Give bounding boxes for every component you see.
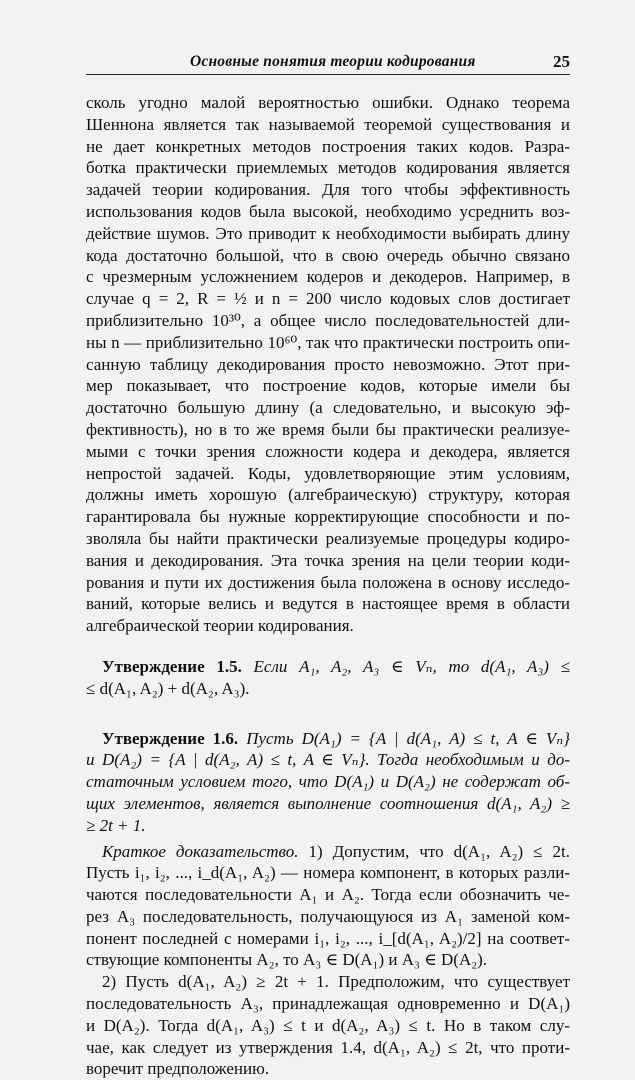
page-header <box>86 50 570 74</box>
running-head: Основные понятия теории кодирования <box>190 53 476 70</box>
text-line: воречит предположению. <box>86 1059 270 1079</box>
text-line: должны иметь хорошую (алгебраическую) структуру, которая <box>86 485 570 505</box>
text-line: рования и пути их достижения была положена в основу исследо- <box>86 572 570 592</box>
text-line: ботка практически приемлемых методов кодирования является <box>86 158 570 178</box>
text-line: случае q = 2, R = ½ и n = 200 число кодовых слов достигает <box>86 289 570 309</box>
text-line: задачей теории кодирования. Для того чтобы эффективность <box>86 180 570 200</box>
page-number: 25 <box>553 52 570 71</box>
text-line: ≥ 2t + 1. <box>86 815 146 835</box>
proof-line <box>86 841 570 863</box>
text-line: ствующие компоненты A₂, то A₃ ∈ D(A₁) и A₃ ∈ D(A₂). <box>86 950 488 970</box>
text-line: мыми с точки зрения сложности кодера и декодера, является <box>86 441 570 461</box>
text-line: использования кодов была высокой, необходимо усреднить воз- <box>86 201 570 221</box>
proof-label: Краткое доказательство. <box>102 841 299 861</box>
text-line: Пусть i₁, i₂, ..., i_d(A₁, A₂) — номера компонент, в которых разли- <box>86 863 570 883</box>
text-line: понент последней с номерами i₁, i₂, ..., i_[d(A₁, A₂)/2] на соответ- <box>86 928 570 948</box>
text-line: не дает конкретных методов построения таких кодов. Разра- <box>86 136 570 156</box>
text-line: непростой задачей. Коды, удовлетворяющие этим условиям, <box>86 463 570 483</box>
text-line: мер показывает, что построение кодов, которые имели бы <box>86 376 570 396</box>
header-rule <box>86 74 570 75</box>
text-line: действие шумов. Это приводит к необходимости выбирать длину <box>86 223 570 243</box>
line-text: Пусть D(A₁) = {A | d(A₁, A) ≤ t, A ∈ Vₙ} <box>238 728 570 748</box>
text-line: достаточно большую длину (а следовательно, и высокую эф- <box>86 398 570 418</box>
line-text: Если A₁, A₂, A₃ ∈ Vₙ, то d(A₁, A₃) ≤ <box>241 656 570 676</box>
text-line: вания и декодирования. Эта точка зрения на цели теории коди- <box>86 550 570 570</box>
text-line: последовательность A₃, принадлежащая одновременно и D(A₁) <box>86 994 570 1014</box>
statement-label: Утверждение 1.5. <box>102 656 242 676</box>
text-line: и D(A₂). Тогда d(A₁, A₃) ≤ t и d(A₂, A₃) ≤ t. Но в таком слу- <box>86 1015 570 1035</box>
text-line: ны n — приблизительно 10⁶⁰, так что практически построить опи- <box>86 332 570 352</box>
text-line: фективность), но в то же время были бы практически реализуе- <box>86 419 570 439</box>
text-line: рез A₃ последовательность, получающуюся из A₁ заменой ком- <box>86 906 570 926</box>
page-body <box>86 92 570 1080</box>
text-line: щих элементов, является выполнение соотношения d(A₁, A₂) ≥ <box>86 793 570 813</box>
text-line: сколь угодно малой вероятностью ошибки. Однако теорема <box>86 93 570 112</box>
statement-line <box>86 656 570 678</box>
text-line: ваний, которые велись и ведутся в настоящее время в области <box>86 594 570 614</box>
text-line: Шеннона является так называемой теоремой существования и <box>86 114 570 134</box>
statement-line <box>86 728 570 750</box>
text-line: статочным условием того, что D(A₁) и D(A₂) не содержат об- <box>86 772 570 792</box>
text-line: с чрезмерным усложнением кодеров и декодеров. Например, в <box>86 267 570 287</box>
text-line: алгебраической теории кодирования. <box>86 616 354 636</box>
text-line: приблизительно 10³⁰, а общее число последовательностей дли- <box>86 310 570 330</box>
text-line: и D(A₂) = {A | d(A₂, A) ≤ t, A ∈ Vₙ}. Тогда необходимым и до- <box>86 750 570 770</box>
text-line: чае, как следует из утверждения 1.4, d(A₁, A₂) ≤ 2t, что проти- <box>86 1037 570 1057</box>
text-line: 2) Пусть d(A₁, A₂) ≥ 2t + 1. Предположим, что существует <box>102 972 570 992</box>
line-text: 1) Допустим, что d(A₁, A₂) ≤ 2t. <box>298 841 570 861</box>
text-line: зволяла бы найти практически реализуемые процедуры кодиро- <box>86 528 570 548</box>
text-line: кода достаточно большой, что в свою очередь обычно связано <box>86 245 570 265</box>
text-line: гарантировала бы нужные корректирующие способности и по- <box>86 507 570 527</box>
text-line: санную таблицу декодирования просто невозможно. Этот при- <box>86 354 570 374</box>
text-line: чаются последовательности A₁ и A₂. Тогда если обозначить че- <box>86 885 570 905</box>
statement-label: Утверждение 1.6. <box>102 728 239 748</box>
text-line: ≤ d(A₁, A₂) + d(A₂, A₃). <box>86 678 250 698</box>
